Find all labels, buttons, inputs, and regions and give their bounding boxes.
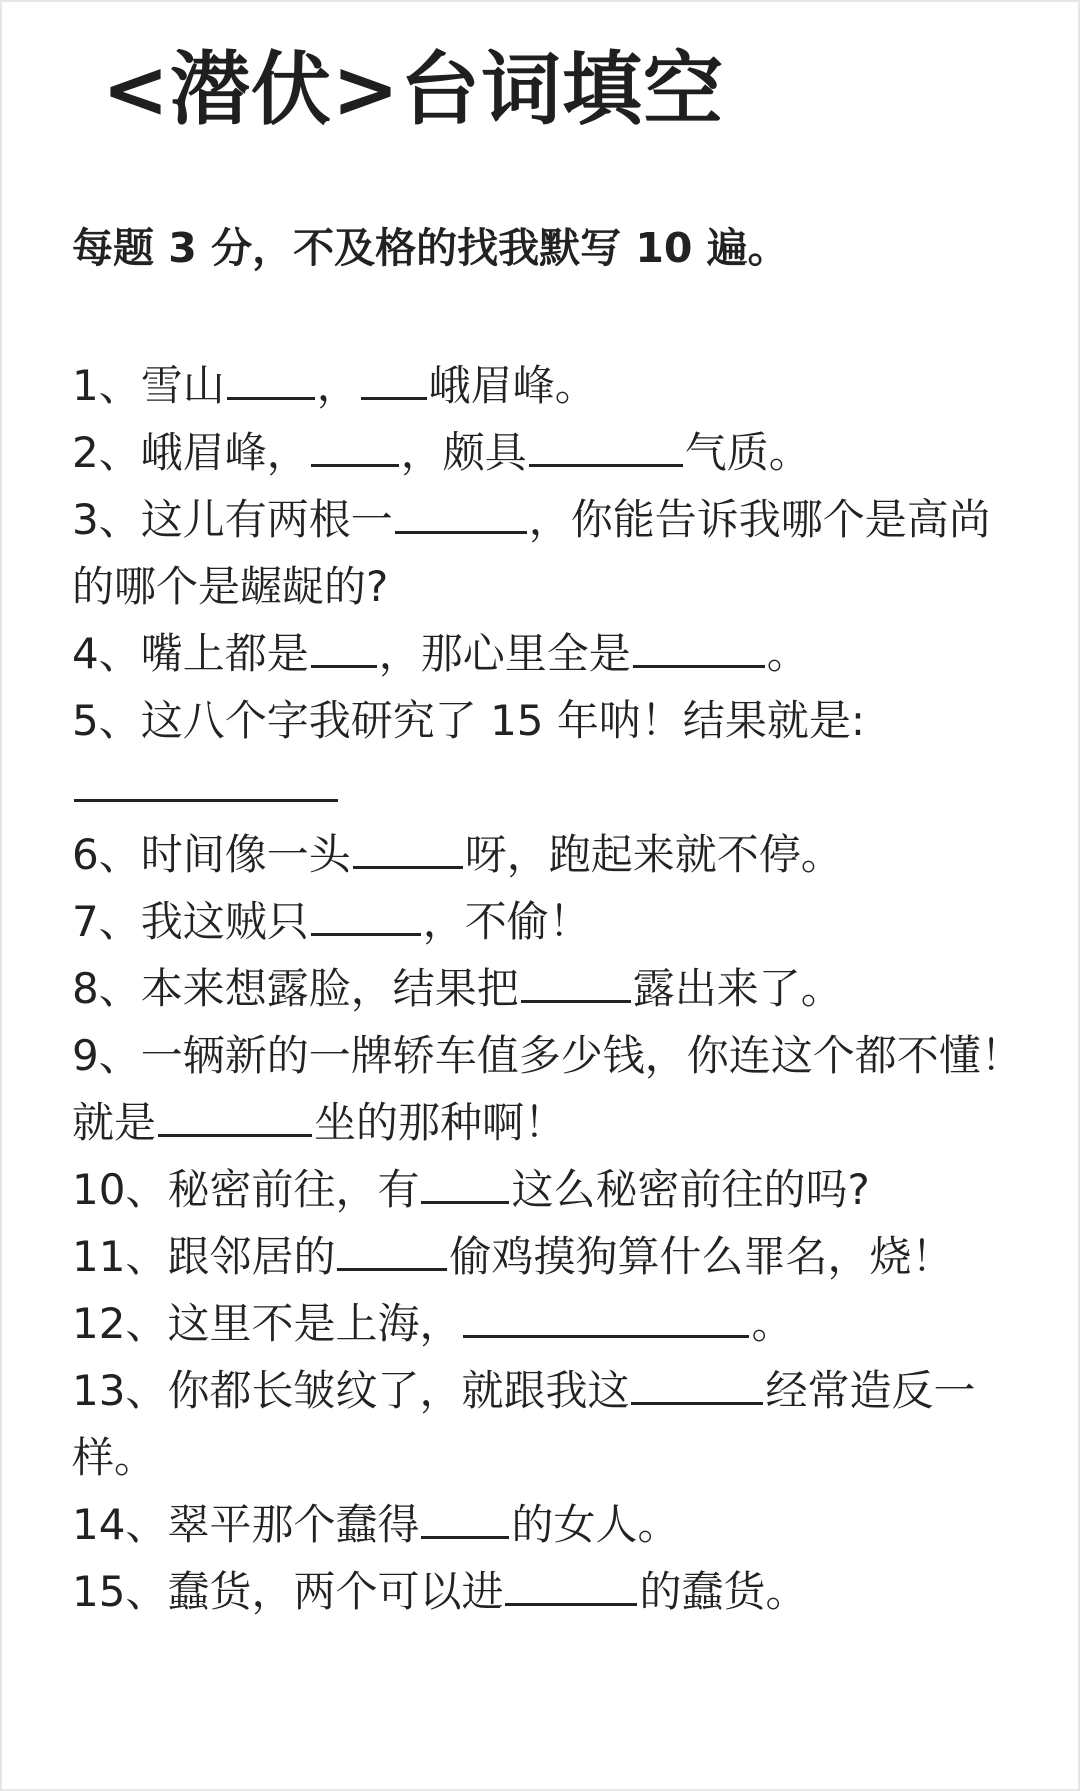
question-text: 6、时间像一头 <box>72 830 351 879</box>
answer-blank[interactable] <box>421 1506 509 1539</box>
answer-blank[interactable] <box>311 903 421 936</box>
page-title: <潜伏>台词填空 <box>102 43 725 136</box>
question-text: 。 <box>751 1299 794 1348</box>
answer-blank[interactable] <box>421 1171 509 1204</box>
question-text: 9、一辆新的一牌轿车值多少钱，你连这个都不懂！就是 <box>72 1031 1023 1147</box>
answer-blank[interactable] <box>311 635 377 668</box>
answer-blank[interactable] <box>633 635 765 668</box>
question-item <box>72 1156 1032 1223</box>
question-text: 2、峨眉峰， <box>72 428 309 477</box>
answer-blank[interactable] <box>227 367 315 400</box>
question-item <box>72 1491 1032 1558</box>
answer-blank[interactable] <box>505 1573 637 1606</box>
question-text: ，颇具 <box>400 428 527 477</box>
question-text: 15、蠢货，两个可以进 <box>72 1567 504 1616</box>
question-item <box>72 1357 1032 1491</box>
answer-blank[interactable] <box>158 1104 312 1137</box>
answer-blank[interactable] <box>311 434 399 467</box>
question-text: ，那心里全是 <box>378 629 631 678</box>
answer-blank[interactable] <box>631 1372 763 1405</box>
question-item <box>72 888 1032 955</box>
question-item <box>72 1022 1032 1156</box>
question-text: 气质。 <box>684 428 811 477</box>
question-list <box>72 352 1032 1625</box>
question-text: 1、雪山 <box>72 361 225 410</box>
answer-blank[interactable] <box>521 970 631 1003</box>
question-text: ， <box>316 361 359 410</box>
question-item <box>72 352 1032 419</box>
question-text: 露出来了。 <box>632 964 843 1013</box>
question-text: 坐的那种啊！ <box>314 1098 567 1147</box>
question-text: 3、这儿有两根一 <box>72 495 393 544</box>
question-item <box>72 955 1032 1022</box>
question-text: 4、嘴上都是 <box>72 629 309 678</box>
question-item <box>72 821 1032 888</box>
question-text: 呀，跑起来就不停。 <box>464 830 843 879</box>
question-item <box>72 486 1032 620</box>
answer-blank[interactable] <box>353 836 463 869</box>
question-text: 7、我这贼只 <box>72 897 309 946</box>
question-item <box>72 1290 1032 1357</box>
question-text: 偷鸡摸狗算什么罪名，烧！ <box>449 1232 954 1281</box>
question-text: 14、翠平那个蠢得 <box>72 1500 420 1549</box>
question-item <box>72 620 1032 687</box>
question-text: 12、这里不是上海， <box>72 1299 462 1348</box>
question-text: 11、跟邻居的 <box>72 1232 336 1281</box>
question-item <box>72 419 1032 486</box>
question-item <box>72 1558 1032 1625</box>
scoring-note: 每题 3 分，不及格的找我默写 10 遍。 <box>72 224 789 272</box>
answer-blank[interactable] <box>361 367 427 400</box>
question-text: 峨眉峰。 <box>428 361 597 410</box>
question-text: 8、本来想露脸，结果把 <box>72 964 519 1013</box>
question-text: 的蠢货。 <box>639 1567 808 1616</box>
question-item <box>72 1223 1032 1290</box>
question-text: 经常造反一样。 <box>72 1366 976 1482</box>
question-text: 。 <box>766 629 809 678</box>
question-item <box>72 687 1032 821</box>
answer-blank[interactable] <box>529 434 683 467</box>
answer-blank[interactable] <box>463 1305 749 1338</box>
question-text: 5、这八个字我研究了 15 年呐！结果就是: <box>72 696 866 745</box>
question-text: ，你能告诉我哪个是高尚的哪个是龌龊的? <box>72 495 991 611</box>
question-text: 这么秘密前往的吗? <box>511 1165 870 1214</box>
question-text: 10、秘密前往，有 <box>72 1165 420 1214</box>
answer-blank[interactable] <box>337 1238 447 1271</box>
question-text: ，不偷！ <box>422 897 591 946</box>
question-text: 13、你都长皱纹了，就跟我这 <box>72 1366 630 1415</box>
answer-blank[interactable] <box>395 501 527 534</box>
question-text: 的女人。 <box>511 1500 680 1549</box>
answer-blank[interactable] <box>74 769 338 802</box>
